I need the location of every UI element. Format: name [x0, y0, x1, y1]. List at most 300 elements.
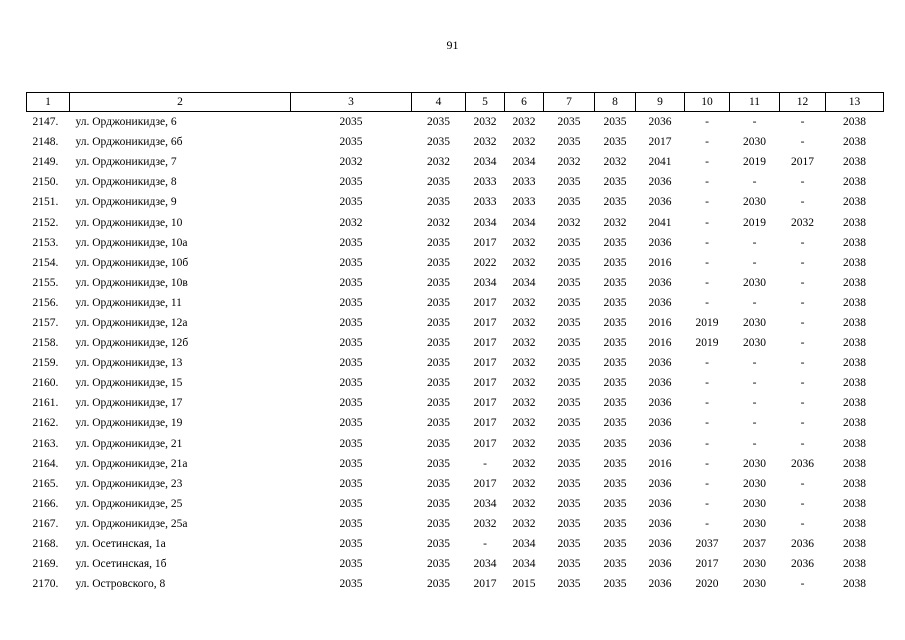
year-cell: 2035 [603, 417, 627, 430]
year-cell: - [800, 437, 805, 450]
year-cell: 2019 [695, 316, 719, 329]
data-table [26, 92, 884, 594]
year-cell: 2034 [473, 276, 497, 289]
table-row [27, 132, 884, 152]
year-cell: 2036 [648, 497, 672, 510]
year-cell: 2035 [339, 196, 363, 209]
year-cell: 2038 [843, 136, 866, 149]
year-cell: - [800, 316, 805, 329]
column-header: 8 [595, 93, 636, 112]
year-cell: - [800, 116, 805, 129]
year-cell: 2035 [603, 558, 627, 571]
year-cell: - [483, 457, 487, 470]
table-row [27, 393, 884, 413]
year-cell: 2032 [512, 236, 536, 249]
year-cell: 2035 [427, 538, 450, 551]
address-cell: ул. Орджоникидзе, 10 [75, 216, 183, 229]
year-cell: 2036 [648, 236, 672, 249]
row-number-cell: 2168. [32, 538, 59, 551]
table-row [27, 373, 884, 393]
row-number-cell: 2169. [32, 558, 59, 571]
year-cell: 2036 [648, 176, 672, 189]
year-cell: 2035 [339, 437, 363, 450]
year-cell: 2016 [648, 457, 672, 470]
year-cell: 2035 [603, 538, 627, 551]
row-number-cell: 2163. [32, 437, 59, 450]
table-row [27, 494, 884, 514]
year-cell: 2030 [743, 578, 766, 591]
address-cell: ул. Орджоникидзе, 12а [75, 316, 188, 329]
row-number-cell: 2164. [32, 457, 59, 470]
year-cell: 2035 [339, 558, 363, 571]
year-cell: - [752, 397, 757, 410]
address-cell: ул. Орджоникидзе, 25а [75, 517, 188, 530]
year-cell: 2035 [427, 417, 450, 430]
year-cell: 2032 [557, 156, 581, 169]
year-cell: 2033 [512, 176, 536, 189]
year-cell: 2034 [512, 558, 536, 571]
year-cell: 2038 [843, 316, 866, 329]
year-cell: 2038 [843, 256, 866, 269]
year-cell: 2035 [427, 578, 450, 591]
table-row [27, 152, 884, 172]
table-body [27, 112, 884, 595]
year-cell: - [800, 477, 805, 490]
address-cell: ул. Осетинская, 1а [75, 538, 166, 551]
year-cell: 2034 [473, 497, 497, 510]
year-cell: 2017 [473, 397, 497, 410]
year-cell: 2017 [473, 357, 497, 370]
year-cell: - [752, 296, 757, 309]
table-row [27, 554, 884, 574]
year-cell: 2032 [512, 477, 536, 490]
year-cell: 2035 [557, 558, 581, 571]
year-cell: 2035 [557, 196, 581, 209]
year-cell: 2035 [557, 377, 581, 390]
year-cell: 2034 [512, 156, 536, 169]
year-cell: - [800, 276, 805, 289]
year-cell: 2032 [791, 216, 814, 229]
year-cell: - [705, 357, 709, 370]
year-cell: - [752, 437, 757, 450]
year-cell: 2030 [743, 497, 766, 510]
year-cell: 2032 [427, 216, 450, 229]
year-cell: 2032 [473, 136, 497, 149]
year-cell: 2017 [473, 417, 497, 430]
year-cell: 2032 [512, 316, 536, 329]
column-header: 13 [826, 93, 884, 112]
year-cell: 2033 [512, 196, 536, 209]
year-cell: 2036 [648, 377, 672, 390]
year-cell: 2035 [603, 517, 627, 530]
year-cell: 2038 [843, 538, 866, 551]
year-cell: 2038 [843, 357, 866, 370]
year-cell: 2030 [743, 136, 766, 149]
column-header: 10 [685, 93, 730, 112]
year-cell: 2035 [557, 176, 581, 189]
year-cell: 2032 [473, 517, 497, 530]
column-header: 1 [27, 93, 70, 112]
year-cell: 2035 [339, 477, 363, 490]
year-cell: 2017 [648, 136, 672, 149]
row-number-cell: 2162. [32, 417, 59, 430]
year-cell: 2035 [427, 497, 450, 510]
year-cell: 2035 [427, 276, 450, 289]
year-cell: 2035 [427, 176, 450, 189]
year-cell: - [800, 517, 805, 530]
year-cell: 2035 [603, 176, 627, 189]
address-cell: ул. Островского, 8 [75, 578, 166, 591]
year-cell: 2036 [648, 437, 672, 450]
year-cell: 2035 [603, 457, 627, 470]
year-cell: 2038 [843, 296, 866, 309]
year-cell: - [752, 236, 757, 249]
year-cell: 2016 [648, 337, 672, 350]
year-cell: 2017 [473, 316, 497, 329]
year-cell: - [800, 497, 805, 510]
year-cell: 2035 [557, 337, 581, 350]
year-cell: 2038 [843, 377, 866, 390]
year-cell: - [752, 116, 757, 129]
row-number-cell: 2165. [32, 477, 59, 490]
year-cell: 2032 [339, 156, 363, 169]
year-cell: 2030 [743, 558, 766, 571]
year-cell: 2035 [603, 296, 627, 309]
year-cell: 2017 [695, 558, 719, 571]
year-cell: 2032 [512, 357, 536, 370]
year-cell: 2035 [339, 116, 363, 129]
row-number-cell: 2151. [32, 196, 59, 209]
year-cell: 2032 [339, 216, 363, 229]
year-cell: - [705, 256, 709, 269]
year-cell: 2035 [603, 337, 627, 350]
year-cell: 2035 [557, 417, 581, 430]
year-cell: 2035 [339, 497, 363, 510]
year-cell: 2032 [512, 457, 536, 470]
row-number-cell: 2157. [32, 316, 59, 329]
year-cell: 2035 [339, 457, 363, 470]
year-cell: 2033 [473, 196, 497, 209]
year-cell: 2036 [648, 296, 672, 309]
year-cell: 2038 [843, 196, 866, 209]
column-header: 5 [466, 93, 505, 112]
year-cell: 2022 [473, 256, 497, 269]
year-cell: 2035 [603, 357, 627, 370]
year-cell: 2035 [557, 236, 581, 249]
year-cell: 2035 [339, 417, 363, 430]
year-cell: 2032 [427, 156, 450, 169]
year-cell: 2035 [339, 136, 363, 149]
year-cell: 2038 [843, 236, 866, 249]
year-cell: 2035 [557, 276, 581, 289]
year-cell: 2032 [512, 296, 536, 309]
year-cell: 2035 [339, 538, 363, 551]
table-row [27, 454, 884, 474]
year-cell: 2035 [427, 296, 450, 309]
year-cell: 2035 [603, 116, 627, 129]
year-cell: 2035 [603, 437, 627, 450]
year-cell: 2036 [648, 558, 672, 571]
year-cell: 2035 [339, 236, 363, 249]
year-cell: 2036 [648, 517, 672, 530]
year-cell: 2038 [843, 497, 866, 510]
row-number-cell: 2161. [32, 397, 59, 410]
year-cell: 2036 [648, 276, 672, 289]
year-cell: 2036 [648, 116, 672, 129]
year-cell: 2034 [473, 156, 497, 169]
row-number-cell: 2166. [32, 497, 59, 510]
year-cell: - [800, 256, 805, 269]
address-cell: ул. Орджоникидзе, 9 [75, 196, 177, 209]
year-cell: 2035 [427, 357, 450, 370]
address-cell: ул. Орджоникидзе, 17 [75, 397, 183, 410]
row-number-cell: 2150. [32, 176, 59, 189]
year-cell: 2032 [512, 417, 536, 430]
year-cell: 2035 [427, 477, 450, 490]
year-cell: 2035 [603, 276, 627, 289]
year-cell: 2035 [557, 477, 581, 490]
year-cell: 2035 [557, 437, 581, 450]
year-cell: - [705, 497, 709, 510]
year-cell: - [705, 517, 709, 530]
year-cell: 2032 [557, 216, 581, 229]
year-cell: - [705, 136, 709, 149]
year-cell: 2035 [603, 136, 627, 149]
year-cell: 2041 [648, 156, 672, 169]
address-cell: ул. Орджоникидзе, 6б [75, 136, 183, 149]
year-cell: - [705, 296, 709, 309]
row-number-cell: 2152. [32, 216, 59, 229]
year-cell: - [705, 477, 709, 490]
year-cell: 2017 [791, 156, 814, 169]
address-cell: ул. Орджоникидзе, 10в [75, 276, 188, 289]
year-cell: 2036 [648, 196, 672, 209]
year-cell: 2035 [339, 337, 363, 350]
address-cell: ул. Орджоникидзе, 8 [75, 176, 177, 189]
row-number-cell: 2153. [32, 236, 59, 249]
year-cell: 2019 [695, 337, 719, 350]
address-cell: ул. Орджоникидзе, 15 [75, 377, 183, 390]
year-cell: - [705, 196, 709, 209]
table-row [27, 353, 884, 373]
year-cell: 2035 [557, 517, 581, 530]
year-cell: 2035 [339, 296, 363, 309]
year-cell: - [705, 437, 709, 450]
year-cell: 2038 [843, 457, 866, 470]
year-cell: 2030 [743, 276, 766, 289]
year-cell: 2037 [743, 538, 766, 551]
year-cell: 2017 [473, 296, 497, 309]
year-cell: - [705, 377, 709, 390]
year-cell: 2035 [557, 316, 581, 329]
year-cell: 2030 [743, 316, 766, 329]
year-cell: 2033 [473, 176, 497, 189]
year-cell: 2035 [557, 538, 581, 551]
year-cell: 2035 [339, 377, 363, 390]
year-cell: - [705, 236, 709, 249]
row-number-cell: 2154. [32, 256, 59, 269]
year-cell: 2035 [339, 578, 363, 591]
row-number-cell: 2160. [32, 377, 59, 390]
year-cell: 2034 [512, 276, 536, 289]
year-cell: 2037 [695, 538, 719, 551]
row-number-cell: 2148. [32, 136, 59, 149]
year-cell: - [800, 337, 805, 350]
address-cell: ул. Орджоникидзе, 19 [75, 417, 183, 430]
year-cell: 2038 [843, 156, 866, 169]
address-cell: ул. Орджоникидзе, 7 [75, 156, 177, 169]
year-cell: - [705, 417, 709, 430]
year-cell: - [800, 176, 805, 189]
year-cell: 2032 [603, 156, 627, 169]
table-row [27, 574, 884, 594]
year-cell: 2032 [512, 517, 536, 530]
year-cell: 2019 [743, 216, 766, 229]
row-number-cell: 2156. [32, 296, 59, 309]
year-cell: 2032 [512, 437, 536, 450]
year-cell: 2035 [427, 256, 450, 269]
year-cell: - [705, 276, 709, 289]
year-cell: - [752, 176, 757, 189]
table-row [27, 474, 884, 494]
year-cell: - [752, 357, 757, 370]
year-cell: 2035 [557, 497, 581, 510]
year-cell: 2035 [603, 196, 627, 209]
year-cell: 2036 [648, 477, 672, 490]
year-cell: - [705, 397, 709, 410]
year-cell: 2032 [512, 136, 536, 149]
year-cell: - [800, 377, 805, 390]
year-cell: - [705, 156, 709, 169]
year-cell: 2016 [648, 316, 672, 329]
table-row [27, 192, 884, 212]
year-cell: 2015 [512, 578, 536, 591]
year-cell: 2020 [695, 578, 719, 591]
year-cell: 2038 [843, 517, 866, 530]
year-cell: 2036 [648, 578, 672, 591]
year-cell: 2036 [648, 417, 672, 430]
year-cell: 2017 [473, 437, 497, 450]
year-cell: - [752, 417, 757, 430]
year-cell: 2030 [743, 337, 766, 350]
year-cell: 2038 [843, 477, 866, 490]
row-number-cell: 2147. [32, 116, 59, 129]
year-cell: 2034 [473, 216, 497, 229]
year-cell: 2032 [512, 377, 536, 390]
address-cell: ул. Орджоникидзе, 25 [75, 497, 183, 510]
address-cell: ул. Орджоникидзе, 12б [75, 337, 189, 350]
address-cell: ул. Орджоникидзе, 6 [75, 116, 177, 129]
year-cell: - [800, 397, 805, 410]
year-cell: 2017 [473, 578, 497, 591]
year-cell: 2035 [427, 558, 450, 571]
table-row [27, 333, 884, 353]
year-cell: 2034 [473, 558, 497, 571]
year-cell: 2035 [427, 337, 450, 350]
year-cell: - [705, 116, 709, 129]
page-number: 91 [446, 38, 459, 52]
year-cell: 2035 [427, 397, 450, 410]
year-cell: - [705, 176, 709, 189]
table-row [27, 233, 884, 253]
year-cell: 2035 [557, 357, 581, 370]
table-row [27, 273, 884, 293]
year-cell: 2032 [603, 216, 627, 229]
row-number-cell: 2170. [32, 578, 59, 591]
year-cell: 2038 [843, 176, 866, 189]
year-cell: 2038 [843, 216, 866, 229]
year-cell: 2030 [743, 517, 766, 530]
year-cell: 2032 [512, 256, 536, 269]
year-cell: 2041 [648, 216, 672, 229]
address-cell: ул. Орджоникидзе, 11 [75, 296, 182, 309]
column-header: 7 [544, 93, 595, 112]
year-cell: 2035 [427, 517, 450, 530]
year-cell: 2035 [427, 377, 450, 390]
year-cell: 2035 [427, 136, 450, 149]
column-header: 3 [291, 93, 412, 112]
year-cell: 2035 [603, 316, 627, 329]
row-number-cell: 2159. [32, 357, 59, 370]
year-cell: - [800, 417, 805, 430]
row-number-cell: 2167. [32, 517, 59, 530]
year-cell: 2038 [843, 558, 866, 571]
year-cell: 2035 [427, 236, 450, 249]
column-header: 4 [412, 93, 466, 112]
year-cell: 2038 [843, 397, 866, 410]
year-cell: 2036 [648, 397, 672, 410]
year-cell: 2035 [557, 136, 581, 149]
table-row [27, 313, 884, 333]
year-cell: 2036 [791, 538, 814, 551]
year-cell: 2038 [843, 437, 866, 450]
table-row [27, 212, 884, 232]
year-cell: - [483, 538, 487, 551]
year-cell: 2035 [339, 517, 363, 530]
table-row [27, 253, 884, 273]
column-header: 11 [730, 93, 780, 112]
address-cell: ул. Орджоникидзе, 21 [75, 437, 183, 450]
address-cell: ул. Орджоникидзе, 10а [75, 236, 188, 249]
year-cell: 2017 [473, 236, 497, 249]
year-cell: 2035 [557, 296, 581, 309]
column-header: 12 [780, 93, 826, 112]
year-cell: 2016 [648, 256, 672, 269]
year-cell: 2019 [743, 156, 766, 169]
row-number-cell: 2149. [32, 156, 59, 169]
year-cell: - [705, 216, 709, 229]
column-header: 9 [636, 93, 685, 112]
year-cell: 2035 [603, 497, 627, 510]
row-number-cell: 2155. [32, 276, 59, 289]
address-cell: ул. Орджоникидзе, 21а [75, 457, 188, 470]
year-cell: 2032 [512, 116, 536, 129]
table-row [27, 172, 884, 192]
year-cell: 2038 [843, 578, 866, 591]
year-cell: - [800, 357, 805, 370]
table-row [27, 434, 884, 454]
year-cell: 2035 [339, 256, 363, 269]
row-number-cell: 2158. [32, 337, 59, 350]
year-cell: 2036 [648, 357, 672, 370]
year-cell: 2035 [603, 397, 627, 410]
year-cell: 2036 [791, 457, 814, 470]
year-cell: 2032 [512, 497, 536, 510]
address-cell: ул. Орджоникидзе, 10б [75, 256, 189, 269]
year-cell: - [800, 236, 805, 249]
year-cell: 2017 [473, 377, 497, 390]
year-cell: 2038 [843, 276, 866, 289]
